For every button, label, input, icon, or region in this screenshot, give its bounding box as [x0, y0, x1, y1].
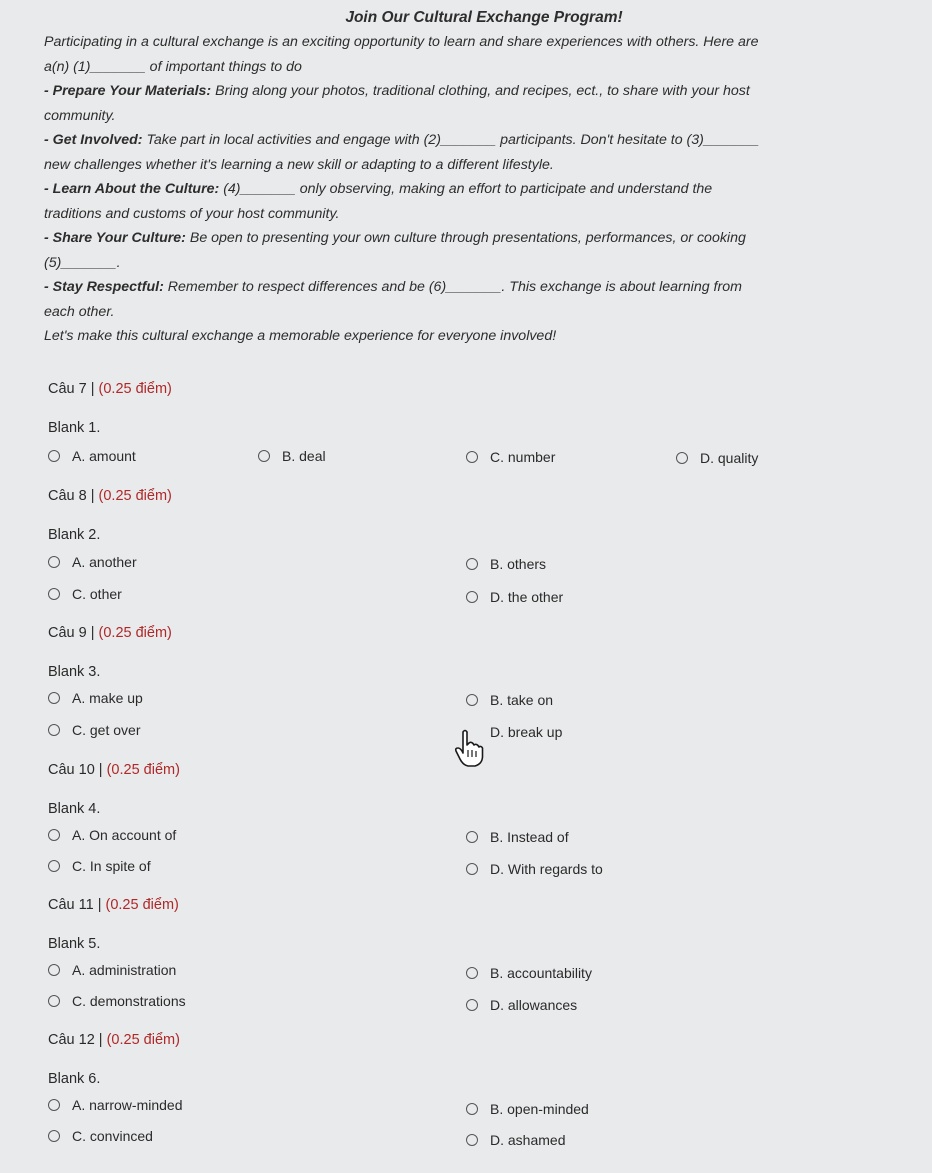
blank-label: Blank 5.	[48, 936, 101, 952]
question-header	[48, 378, 908, 400]
option-text: D. ashamed	[490, 1132, 566, 1148]
question-header	[48, 759, 908, 781]
option-d[interactable]	[466, 995, 577, 1015]
question-number: Câu 11 |	[48, 897, 102, 913]
blank-label: Blank 1.	[48, 420, 101, 436]
passage-item-involved-cont: new challenges whether it's learning a new skill or adapting to a different lifestyle.	[44, 156, 554, 173]
option-text: C. get over	[72, 722, 141, 738]
passage-item-respect	[44, 275, 904, 300]
option-text: D. With regards to	[490, 861, 603, 877]
option-text: D. the other	[490, 589, 564, 605]
option-d[interactable]	[466, 1130, 565, 1150]
option-c[interactable]	[48, 584, 122, 604]
option-text: A. amount	[72, 448, 136, 464]
question-10	[48, 759, 908, 885]
blank-label: Blank 6.	[48, 1071, 101, 1087]
options	[48, 446, 908, 470]
option-text: D. quality	[700, 450, 759, 466]
question-points: (0.25 điểm)	[106, 762, 180, 778]
question-number: Câu 10 |	[48, 762, 103, 778]
radio-icon[interactable]	[48, 588, 60, 600]
radio-icon[interactable]	[676, 452, 688, 464]
option-text: C. other	[72, 586, 122, 602]
radio-icon[interactable]	[48, 556, 60, 568]
passage-item-materials	[44, 79, 904, 104]
option-a[interactable]	[48, 446, 136, 466]
question-number: Câu 7 |	[48, 381, 95, 397]
passage-item-learn	[44, 177, 904, 202]
question-number: Câu 9 |	[48, 625, 95, 641]
radio-icon[interactable]	[48, 1130, 60, 1142]
passage-closing: Let's make this cultural exchange a memorable experience for everyone involved!	[44, 328, 557, 344]
option-a[interactable]	[48, 960, 176, 980]
radio-icon[interactable]	[258, 450, 270, 462]
question-header	[48, 1029, 908, 1051]
radio-icon[interactable]	[48, 1099, 60, 1111]
option-text: C. number	[490, 449, 556, 465]
item-text: Be open to presenting your own culture through presentations, performances, or cooking	[189, 230, 746, 246]
question-points: (0.25 điểm)	[98, 488, 172, 504]
option-d[interactable]	[466, 587, 563, 607]
passage-item-involved	[44, 128, 904, 153]
option-d[interactable]	[676, 448, 758, 468]
question-header	[48, 894, 908, 916]
option-text: C. convinced	[72, 1128, 153, 1144]
blank-label: Blank 4.	[48, 801, 101, 817]
question-11	[48, 894, 908, 1020]
options	[48, 552, 908, 612]
item-text: Take part in local activities and engage with (2)_______ participants. Don't hesitate to (3)_______	[146, 132, 760, 148]
question-header	[48, 622, 908, 644]
passage-item-share	[44, 226, 904, 251]
radio-icon[interactable]	[48, 829, 60, 841]
blank-label: Blank 3.	[48, 664, 101, 680]
radio-icon[interactable]	[48, 724, 60, 736]
option-a[interactable]	[48, 1095, 183, 1115]
option-c[interactable]	[466, 447, 555, 467]
radio-icon[interactable]	[48, 450, 60, 462]
radio-icon[interactable]	[466, 558, 478, 570]
option-text: B. accountability	[490, 965, 592, 981]
options	[48, 1095, 908, 1155]
option-c[interactable]	[48, 1126, 153, 1146]
item-label: - Share Your Culture:	[44, 230, 186, 246]
question-points: (0.25 điểm)	[98, 381, 172, 397]
radio-icon[interactable]	[466, 694, 478, 706]
passage-item-respect-cont: each other.	[44, 303, 115, 320]
radio-icon[interactable]	[466, 1134, 478, 1146]
options	[48, 960, 908, 1020]
passage-title: Join Our Cultural Exchange Program!	[345, 9, 623, 26]
option-a[interactable]	[48, 688, 143, 708]
passage-item-materials-cont: community.	[44, 107, 116, 124]
option-a[interactable]	[48, 825, 176, 845]
radio-icon[interactable]	[466, 831, 478, 843]
radio-icon[interactable]	[466, 863, 478, 875]
option-text: C. In spite of	[72, 858, 151, 874]
option-a[interactable]	[48, 552, 137, 572]
radio-icon[interactable]	[48, 692, 60, 704]
question-number: Câu 12 |	[48, 1032, 103, 1048]
option-b[interactable]	[466, 690, 553, 710]
option-text: D. allowances	[490, 997, 578, 1013]
passage-item-learn-cont: traditions and customs of your host community.	[44, 205, 340, 222]
question-points: (0.25 điểm)	[105, 897, 179, 913]
item-text: Remember to respect differences and be (6)_______. This exchange is about learning from	[167, 279, 742, 295]
item-label: - Stay Respectful:	[44, 279, 164, 295]
radio-icon[interactable]	[48, 860, 60, 872]
option-b[interactable]	[466, 1099, 589, 1119]
passage-item-share-cont: (5)_______.	[44, 254, 121, 271]
option-b[interactable]	[466, 827, 569, 847]
options	[48, 825, 908, 885]
passage	[44, 6, 904, 349]
option-text: B. deal	[282, 448, 326, 464]
item-label: - Prepare Your Materials:	[44, 83, 212, 99]
question-8	[48, 485, 908, 612]
question-points: (0.25 điểm)	[98, 625, 172, 641]
question-7	[48, 378, 908, 470]
option-text: D. break up	[490, 724, 563, 740]
option-text: B. open-minded	[490, 1101, 589, 1117]
option-text: A. make up	[72, 690, 143, 706]
item-label: - Learn About the Culture:	[44, 181, 220, 197]
radio-icon[interactable]	[466, 591, 478, 603]
option-text: A. administration	[72, 962, 177, 978]
radio-icon[interactable]	[48, 964, 60, 976]
question-number: Câu 8 |	[48, 488, 95, 504]
option-text: B. others	[490, 556, 547, 572]
passage-intro: Participating in a cultural exchange is an exciting opportunity to learn and share experiences with others. Here are	[44, 34, 759, 50]
option-text: A. another	[72, 554, 137, 570]
option-text: A. On account of	[72, 827, 177, 843]
item-label: - Get Involved:	[44, 132, 143, 148]
radio-icon[interactable]	[48, 995, 60, 1007]
radio-icon[interactable]	[466, 451, 478, 463]
option-b[interactable]	[466, 554, 546, 574]
option-b[interactable]	[466, 963, 592, 983]
question-points: (0.25 điểm)	[106, 1032, 180, 1048]
passage-intro-cont: a(n) (1)_______ of important things to do	[44, 58, 302, 75]
radio-icon[interactable]	[466, 1103, 478, 1115]
option-text: A. narrow-minded	[72, 1097, 183, 1113]
question-header	[48, 485, 908, 507]
question-12	[48, 1029, 908, 1155]
blank-label: Blank 2.	[48, 527, 101, 543]
option-text: C. demonstrations	[72, 993, 186, 1009]
option-c[interactable]	[48, 991, 186, 1011]
option-text: B. take on	[490, 692, 554, 708]
radio-icon[interactable]	[466, 967, 478, 979]
item-text: Bring along your photos, traditional clothing, and recipes, ect., to share with your host	[215, 83, 750, 99]
radio-icon[interactable]	[466, 999, 478, 1011]
item-text: (4)_______ only observing, making an effort to participate and understand the	[223, 181, 713, 197]
option-text: B. Instead of	[490, 829, 569, 845]
option-c[interactable]	[48, 856, 151, 876]
option-b[interactable]	[258, 446, 326, 466]
option-c[interactable]	[48, 720, 140, 740]
option-d[interactable]	[466, 859, 603, 879]
